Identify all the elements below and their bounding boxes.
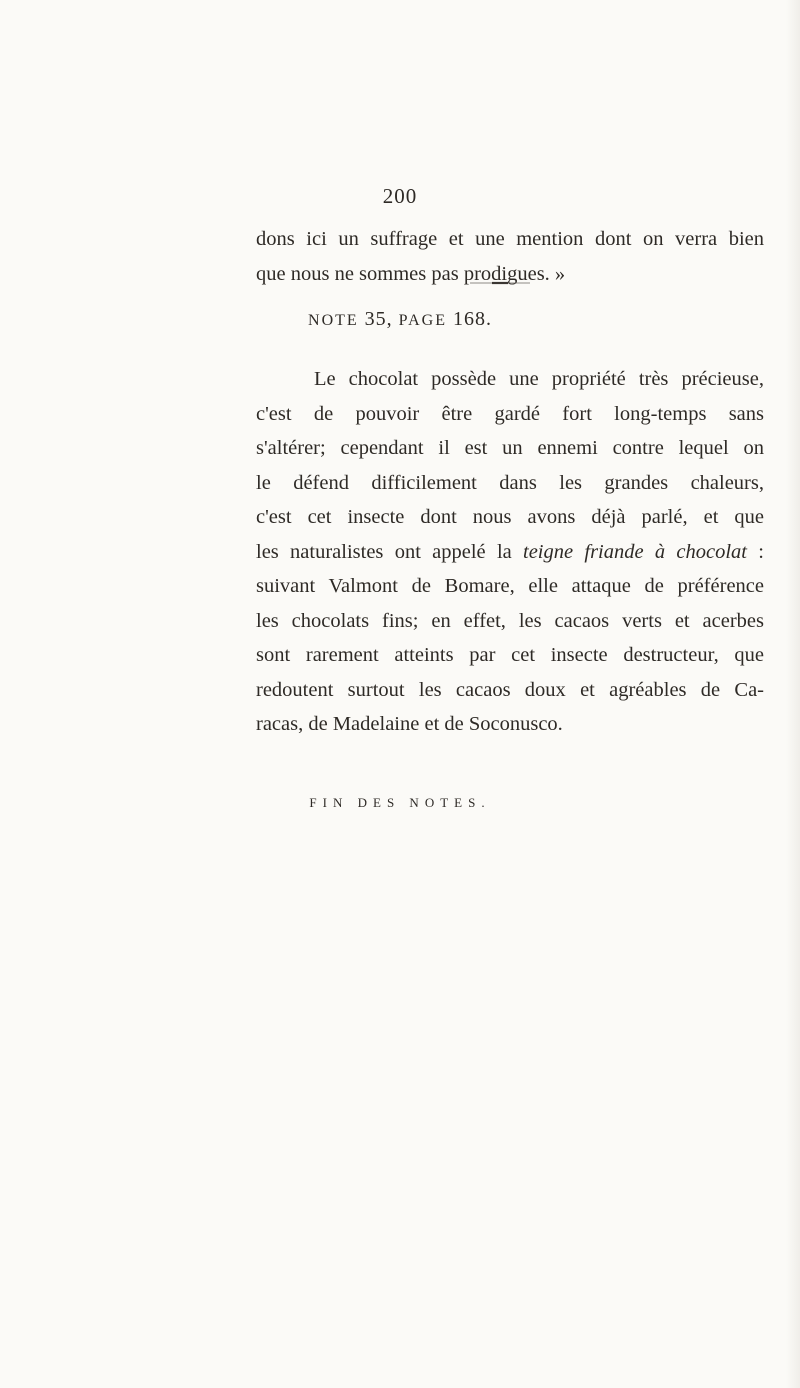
text-line: le défend difficilement dans les grandes chaleurs, <box>256 471 764 494</box>
text-line: s'altérer; cependant il est un ennemi contre lequel on <box>256 437 764 459</box>
text-segment: les naturalistes ont appelé la <box>256 540 524 563</box>
text-line: que nous ne sommes pas prodigues. » <box>256 262 566 285</box>
note-body <box>256 362 764 742</box>
text-line: c'est de pouvoir être gardé fort long-temps sans <box>256 402 764 425</box>
note-heading <box>0 308 800 331</box>
page-number: 200 <box>382 184 418 208</box>
text-line: sont rarement atteints par cet insecte destructeur, que <box>256 644 764 666</box>
text-line: racas, de Madelaine et de Soconusco. <box>256 713 563 735</box>
end-of-notes-mark: FIN DES NOTES. <box>309 795 491 810</box>
text-line: Le chocolat possède une propriété très précieuse, <box>314 368 764 390</box>
text-line: dons ici un suffrage et une mention dont on verra bien <box>256 228 764 250</box>
text-segment: : <box>747 540 764 563</box>
text-line: redoutent surtout les cacaos doux et agréables de Ca- <box>256 678 764 701</box>
page-label: PAGE <box>398 312 447 329</box>
italic-term: teigne friande à chocolat <box>523 540 747 563</box>
text-line: c'est cet insecte dont nous avons déjà parlé, et que <box>256 506 764 528</box>
text-line: les chocolats fins; en effet, les cacaos verts et acerbes <box>256 609 764 632</box>
text-line-with-italic <box>256 535 764 570</box>
note-label: NOTE <box>308 312 359 329</box>
note-number: 35, <box>364 308 393 330</box>
ornamental-divider <box>470 281 530 285</box>
text-line: suivant Valmont de Bomare, elle attaque de préférence <box>256 575 764 597</box>
page-reference-number: 168. <box>452 308 492 330</box>
